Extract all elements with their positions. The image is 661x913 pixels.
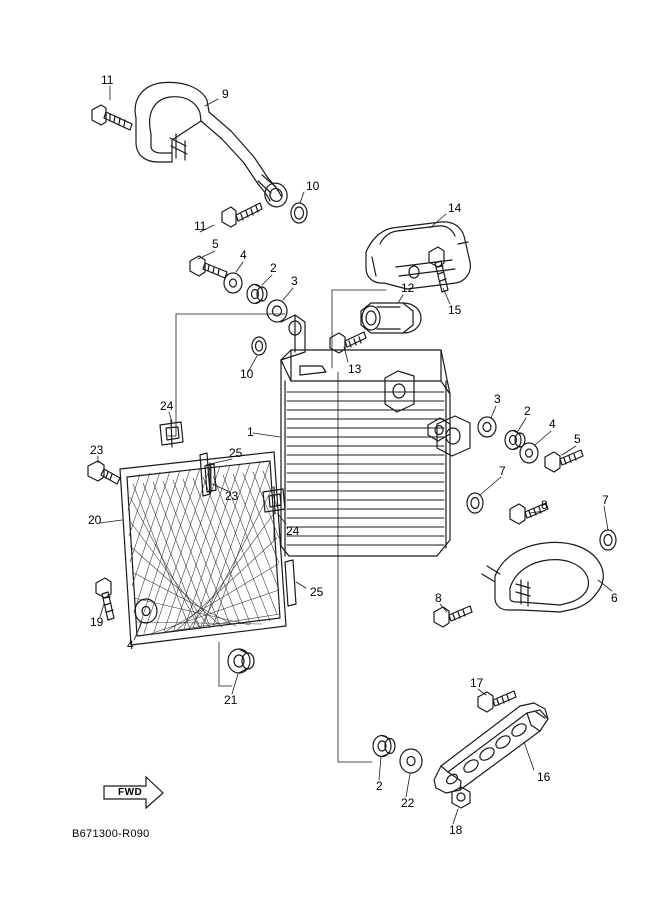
callout-3-upper: 3 bbox=[291, 274, 298, 288]
fwd-label: FWD bbox=[118, 787, 143, 798]
callout-10-lower: 10 bbox=[240, 367, 254, 381]
o-ring-10-upper bbox=[291, 203, 307, 223]
callout-5-upper: 5 bbox=[212, 237, 219, 251]
o-ring-7-left bbox=[467, 493, 483, 513]
callout-25-upper: 25 bbox=[229, 446, 243, 460]
bolt-17 bbox=[478, 691, 516, 712]
fastener-set-right bbox=[478, 417, 583, 472]
washer-22 bbox=[400, 749, 422, 773]
callout-22: 22 bbox=[401, 796, 415, 810]
clip-24-upper bbox=[160, 420, 183, 447]
bolt-8-lower bbox=[434, 606, 472, 627]
callout-11-lower: 11 bbox=[194, 219, 207, 233]
washer-4-lower bbox=[135, 599, 157, 623]
callout-19: 19 bbox=[90, 615, 104, 629]
callout-15: 15 bbox=[448, 303, 462, 317]
callout-12: 12 bbox=[401, 281, 415, 295]
callout-25-lower: 25 bbox=[310, 585, 324, 599]
callout-16: 16 bbox=[537, 770, 551, 784]
callout-24-upper: 24 bbox=[160, 399, 174, 413]
callout-8-upper: 8 bbox=[541, 498, 548, 512]
callout-5-right: 5 bbox=[574, 432, 581, 446]
grommet-21 bbox=[228, 649, 254, 673]
callout-10-upper: 10 bbox=[306, 179, 320, 193]
callout-3-right: 3 bbox=[494, 392, 501, 406]
lower-oil-hose bbox=[482, 542, 603, 612]
cooler-screen-20 bbox=[120, 452, 286, 645]
callout-9: 9 bbox=[222, 87, 229, 101]
callout-23-lower: 23 bbox=[225, 489, 239, 503]
bolt-19 bbox=[96, 578, 114, 620]
o-ring-7-right bbox=[600, 530, 616, 550]
callout-1: 1 bbox=[247, 425, 254, 439]
callout-7-left: 7 bbox=[499, 464, 506, 478]
collar-2-bottom bbox=[373, 736, 395, 757]
clip-23-left bbox=[88, 461, 120, 484]
callout-6: 6 bbox=[611, 591, 618, 605]
callout-4-lower: 4 bbox=[127, 638, 134, 652]
cooler-cover-14 bbox=[366, 222, 470, 289]
callout-2-upper: 2 bbox=[270, 261, 277, 275]
bolt-11-lower bbox=[222, 203, 262, 227]
o-ring-10-lower bbox=[252, 337, 266, 355]
callout-2-right: 2 bbox=[524, 404, 531, 418]
oil-cooler-core bbox=[281, 315, 470, 556]
band-25-lower bbox=[285, 560, 296, 606]
callout-2-bottom: 2 bbox=[376, 779, 383, 793]
callout-8-lower: 8 bbox=[435, 591, 442, 605]
callout-11-upper: 11 bbox=[101, 73, 114, 87]
callout-4-upper: 4 bbox=[240, 248, 247, 262]
document-code: B671300-R090 bbox=[72, 828, 150, 840]
callout-13: 13 bbox=[348, 362, 362, 376]
callout-4-right: 4 bbox=[549, 417, 556, 431]
pipe-joint-12 bbox=[361, 303, 421, 333]
callout-24-lower: 24 bbox=[286, 524, 300, 538]
callout-7-right: 7 bbox=[602, 493, 609, 507]
callout-21: 21 bbox=[224, 693, 238, 707]
callout-23-left: 23 bbox=[90, 443, 104, 457]
callout-20: 20 bbox=[88, 513, 102, 527]
stay-bracket-16 bbox=[434, 703, 551, 793]
bolt-11-upper bbox=[92, 105, 132, 130]
callout-17: 17 bbox=[470, 676, 484, 690]
callout-18: 18 bbox=[449, 823, 463, 837]
callout-14: 14 bbox=[448, 201, 462, 215]
nut-18 bbox=[452, 787, 470, 808]
